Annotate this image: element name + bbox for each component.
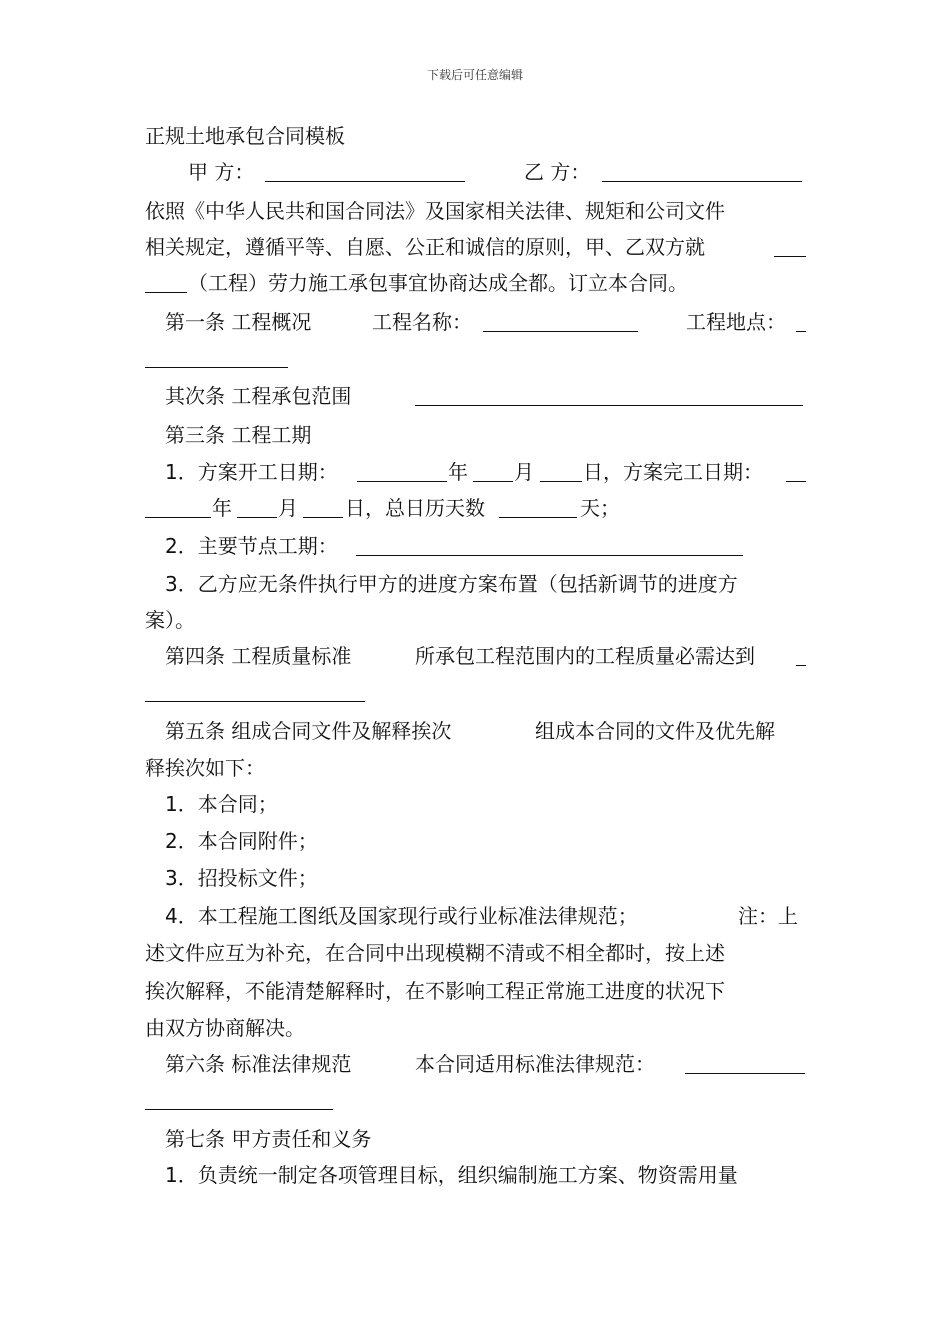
article-7-item-1: 1．负责统一制定各项管理目标，组织编制施工方案、物资需用量	[165, 1163, 738, 1187]
party-a-label: 甲 方：	[188, 160, 255, 184]
scope-blank	[415, 384, 803, 408]
quality-text: 所承包工程范围内的工程质量必需达到	[415, 644, 755, 668]
party-b-blank	[602, 160, 802, 184]
start-year-blank	[357, 460, 447, 484]
party-a-blank	[265, 160, 465, 184]
article-2-heading: 其次条 工程承包范围	[165, 384, 352, 408]
year-label: 年	[448, 460, 468, 484]
preamble-line-3: （工程）劳力施工承包事宜协商达成全都。订立本合同。	[188, 271, 688, 295]
project-blank-b	[145, 271, 187, 295]
milestone-blank	[356, 534, 743, 558]
note-line-3: 挨次解释，不能清楚解释时，在不影响工程正常施工进度的状况下	[145, 979, 725, 1003]
article-6-heading: 第六条 标准法律规范	[165, 1052, 352, 1076]
year-label-2: 年	[212, 496, 232, 520]
end-year-blank-a	[786, 460, 806, 484]
start-day-blank	[540, 460, 582, 484]
milestone-label: 2．主要节点工期：	[165, 534, 338, 558]
total-days-blank	[499, 496, 577, 520]
preamble-line-2: 相关规定，遵循平等、自愿、公正和诚信的原则，甲、乙双方就	[145, 235, 705, 259]
month-label-2: 月	[278, 496, 298, 520]
party-b-label: 乙 方：	[524, 160, 591, 184]
schedule-clause-line-2: 案）。	[145, 608, 195, 632]
document-item-1: 1．本合同；	[165, 792, 278, 816]
start-month-blank	[473, 460, 513, 484]
document-title: 正规土地承包合同模板	[145, 124, 345, 148]
article-5-heading: 第五条 组成合同文件及解释挨次	[165, 719, 452, 743]
note-line-2: 述文件应互为补充，在合同中出现模糊不清或不相全都时，按上述	[145, 941, 725, 965]
planned-start-label: 1．方案开工日期：	[165, 460, 338, 484]
project-name-label: 工程名称：	[372, 310, 472, 334]
end-month-blank	[237, 496, 277, 520]
planned-end-label: 日，方案完工日期：	[583, 460, 763, 484]
article-3-heading: 第三条 工程工期	[165, 423, 312, 447]
article-1-heading: 第一条 工程概况	[165, 310, 312, 334]
article-4-heading: 第四条 工程质量标准	[165, 644, 352, 668]
quality-blank-a	[796, 644, 806, 668]
project-name-blank	[483, 310, 638, 334]
end-day-blank	[303, 496, 343, 520]
project-place-blank-b	[145, 346, 288, 370]
page-header: 下载后可任意编辑	[426, 68, 523, 82]
article-6-text: 本合同适用标准法律规范：	[415, 1052, 655, 1076]
project-place-blank-a	[796, 310, 806, 334]
standard-blank-b	[145, 1088, 333, 1112]
total-days-label: 日，总日历天数	[345, 496, 485, 520]
end-year-blank-b	[145, 496, 211, 520]
schedule-clause-line-1: 3．乙方应无条件执行甲方的进度方案布置（包括新调节的进度方	[165, 572, 738, 596]
project-blank-a	[774, 235, 806, 259]
note-line-4: 由双方协商解决。	[145, 1016, 305, 1040]
preamble-line-1: 依照《中华人民共和国合同法》及国家相关法律、规矩和公司文件	[145, 199, 725, 223]
project-place-label: 工程地点：	[686, 310, 786, 334]
note-start: 注：上	[738, 904, 798, 928]
article-7-heading: 第七条 甲方责任和义务	[165, 1127, 372, 1151]
quality-blank-b	[145, 680, 365, 704]
document-item-2: 2．本合同附件；	[165, 829, 318, 853]
document-item-3: 3．招投标文件；	[165, 866, 318, 890]
month-label: 月	[514, 460, 534, 484]
standard-blank-a	[685, 1052, 805, 1076]
article-5-line-2: 释挨次如下：	[145, 756, 265, 780]
document-item-4: 4．本工程施工图纸及国家现行或行业标准法律规范；	[165, 904, 638, 928]
days-unit: 天；	[580, 496, 620, 520]
article-5-text: 组成本合同的文件及优先解	[535, 719, 775, 743]
